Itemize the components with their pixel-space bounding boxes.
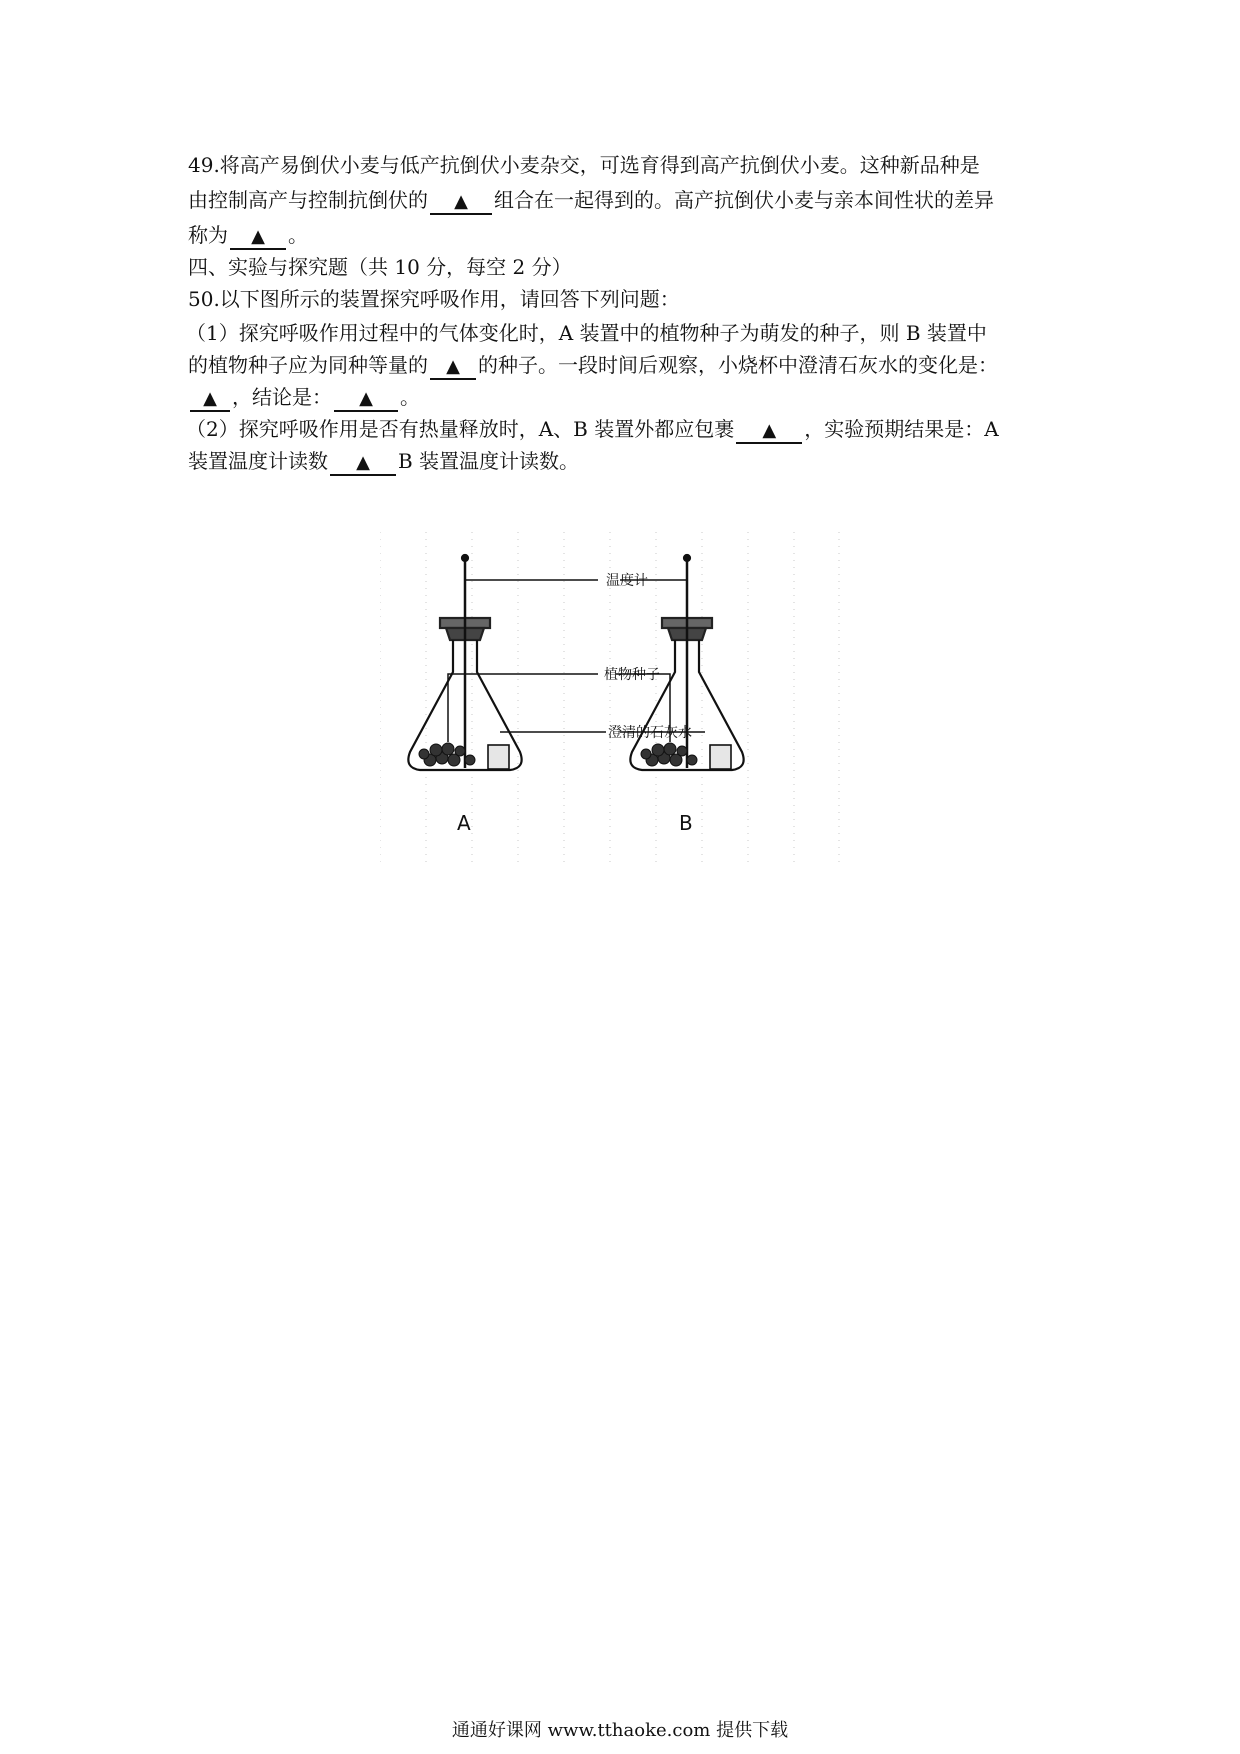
page-footer: 通通好课网 www.tthaoke.com 提供下载 — [451, 1720, 789, 1741]
q50-part2-line-2-text-b: B 装置温度计读数。 — [398, 449, 580, 473]
small-beaker-b — [710, 745, 731, 769]
q50-part1-line-2 — [188, 350, 998, 380]
label-limewater: 澄清的石灰水 — [608, 725, 692, 741]
q49-line-3-text-a: 称为 — [188, 223, 228, 247]
apparatus-figure — [380, 532, 840, 862]
q49-line-2-text-a: 由控制高产与控制抗倒伏的 — [188, 188, 428, 212]
answer-blank-2[interactable] — [230, 224, 286, 250]
answer-blank-4[interactable] — [190, 386, 230, 412]
label-a: A — [457, 811, 471, 835]
q50-part1-line-3 — [188, 382, 420, 412]
q50-part1-line-1: （1）探究呼吸作用过程中的气体变化时，A 装置中的植物种子为萌发的种子，则 B 装置中 — [186, 321, 987, 345]
thermometer-b-tip — [684, 555, 690, 561]
answer-blank-5[interactable] — [334, 386, 398, 412]
answer-blank-6[interactable] — [736, 418, 802, 444]
q50-part2-line-2-text-a: 装置温度计读数 — [188, 449, 328, 473]
label-thermometer: 温度计 — [606, 573, 648, 589]
q50-part1-line-2-text-b: 的种子。一段时间后观察，小烧杯中澄清石灰水的变化是： — [478, 353, 998, 377]
answer-blank-1[interactable] — [430, 189, 492, 215]
q49-line-3-text-b: 。 — [288, 223, 308, 247]
q49-line-2-text-b: 组合在一起得到的。高产抗倒伏小麦与亲本间性状的差异 — [494, 188, 994, 212]
label-seeds: 植物种子 — [604, 667, 660, 683]
seeds-b — [641, 743, 697, 766]
q49-line-3 — [188, 220, 308, 250]
q50-part2-line-1 — [186, 414, 999, 444]
leader-lines — [448, 580, 705, 742]
q50-part2-line-2 — [188, 446, 579, 476]
q50-part1-line-2-text-a: 的植物种子应为同种等量的 — [188, 353, 428, 377]
q50-intro: 50.以下图所示的装置探究呼吸作用，请回答下列问题： — [188, 287, 680, 311]
answer-blank-7[interactable] — [330, 450, 396, 476]
q49-line-2 — [188, 185, 994, 215]
q49-line-1: 49.将高产易倒伏小麦与低产抗倒伏小麦杂交，可选育得到高产抗倒伏小麦。这种新品种是 — [188, 153, 980, 177]
q50-part1-line-3-text-b: 。 — [400, 385, 420, 409]
q50-part2-line-1-text-b: ，实验预期结果是：A — [804, 417, 999, 441]
label-b: B — [679, 811, 693, 835]
section-4-heading: 四、实验与探究题（共 10 分，每空 2 分） — [188, 255, 572, 279]
flask-a — [408, 555, 521, 770]
seeds-a — [419, 743, 475, 766]
q50-part2-line-1-text-a: （2）探究呼吸作用是否有热量释放时，A、B 装置外都应包裹 — [186, 417, 735, 441]
answer-blank-3[interactable] — [430, 354, 476, 380]
q50-part1-line-3-text-a: ，结论是： — [232, 385, 332, 409]
small-beaker-a — [488, 745, 509, 769]
thermometer-a-tip — [462, 555, 468, 561]
